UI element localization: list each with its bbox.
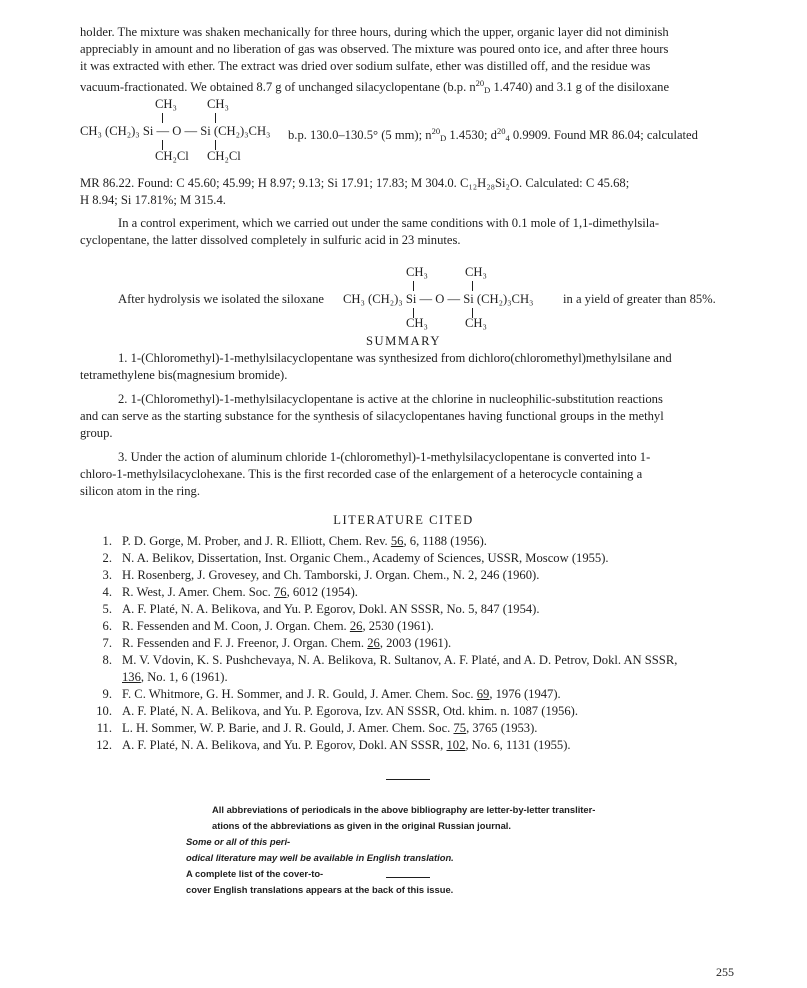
literature-heading: LITERATURE CITED xyxy=(333,513,474,527)
reference-number: 12. xyxy=(96,738,112,752)
reference-authors: N. A. Belikov, Dissertation, Inst. Organic Chem., Academy of Sciences, USSR, Moscow (1955). xyxy=(122,551,609,565)
reference-number: 5. xyxy=(102,602,112,616)
formula-tail-text: in a yield of greater than 85%. xyxy=(563,292,716,306)
reference-details: , 1976 (1947). xyxy=(489,687,561,701)
reference-details: , No. 1, 6 (1961). xyxy=(140,670,228,684)
reference-number: 2. xyxy=(102,551,112,565)
reference-text xyxy=(122,584,760,601)
note-text: A complete list of the cover-to- xyxy=(186,868,324,879)
reference-volume: 136 xyxy=(122,670,141,684)
reference-authors: R. Fessenden and F. J. Freenor, J. Organ. Chem. xyxy=(122,636,365,650)
subscript: D xyxy=(440,133,447,143)
text-line: H 8.94; Si 17.81%; M 315.4. xyxy=(80,193,226,207)
divider-rule xyxy=(386,877,430,878)
note-line: cover English translations appears at the back of this issue. xyxy=(186,884,454,895)
reference-authors: L. H. Sommer, W. P. Barie, and J. R. Gould, J. Amer. Chem. Soc. xyxy=(122,721,451,735)
reference-authors: P. D. Gorge, M. Prober, and J. R. Elliott, Chem. Rev. xyxy=(122,534,388,548)
ch3-group: CH₃ xyxy=(465,265,487,279)
reference-volume: 102 xyxy=(446,738,466,752)
n-symbol: n xyxy=(425,128,432,142)
siloxane-formula xyxy=(80,264,760,328)
disiloxane-formula xyxy=(80,96,760,163)
reference-text xyxy=(122,550,760,567)
reference-item xyxy=(80,737,760,754)
reference-details: , 3765 (1953). xyxy=(466,721,538,735)
reference-text xyxy=(122,601,760,618)
reference-text xyxy=(122,567,760,584)
text-line: group. xyxy=(80,426,113,440)
text-line-part: 1.4740) and 3.1 g of the disiloxane xyxy=(493,80,670,94)
reference-number: 9. xyxy=(102,687,112,701)
bond-line xyxy=(162,113,163,123)
summary-item xyxy=(80,449,730,500)
formula-lead-text: After hydrolysis we isolated the siloxane xyxy=(118,292,325,306)
page-number: 255 xyxy=(716,965,734,979)
paragraph-experimental xyxy=(80,24,730,99)
text-line: 1. 1-(Chloromethyl)-1-methylsilacyclopentane was synthesized from dichloro(chloromethyl)methylsilane and xyxy=(118,351,672,365)
reference-volume: 76 xyxy=(274,585,287,599)
subscript: D xyxy=(484,85,491,95)
reference-item xyxy=(80,601,760,618)
reference-text xyxy=(122,720,760,737)
superscript: 20 xyxy=(431,126,441,136)
reference-volume: 26 xyxy=(349,619,363,633)
siloxane-chain: CH₃ (CH₂)₃ Si — O — Si (CH₂)₃CH₃ xyxy=(343,292,534,306)
reference-details: , 6, 1188 (1956). xyxy=(403,534,487,548)
mr-found: Found MR 86.04; calculated xyxy=(553,128,698,142)
reference-details: , 2530 (1961). xyxy=(362,619,434,633)
summary-item xyxy=(80,391,730,442)
text-line: it was extracted with ether. The extract was dried over sodium sulfate, ether was distilled off, and the residue was xyxy=(80,59,651,73)
reference-text xyxy=(122,737,760,754)
note-text: ations of the abbreviations as given in the original Russian journal. xyxy=(212,820,512,831)
paragraph-control-experiment xyxy=(80,215,730,249)
translation-note xyxy=(186,802,638,898)
reference-number: 1. xyxy=(102,534,112,548)
reference-details: , 6012 (1954). xyxy=(286,585,358,599)
reference-item xyxy=(80,618,760,635)
n-symbol: n xyxy=(469,80,476,94)
text-line xyxy=(80,175,730,192)
reference-text xyxy=(122,635,760,652)
reference-authors: M. V. Vdovin, K. S. Pushchevaya, N. A. Belikova, R. Sultanov, A. F. Platé, and A. D. Petrov, Dokl. AN SSSR, xyxy=(122,653,678,667)
text-line: and can serve as the starting substance for the synthesis of silacyclopentanes having functional groups in the methyl xyxy=(80,409,664,423)
refractive-index-symbol xyxy=(469,80,490,94)
text-line: 2. 1-(Chloromethyl)-1-methylsilacyclopentane is active at the chlorine in nucleophilic-substitution reactions xyxy=(118,392,663,406)
reference-item xyxy=(80,669,760,686)
reference-item xyxy=(80,686,760,703)
reference-item xyxy=(80,584,760,601)
ch3-group: CH₃ xyxy=(406,265,428,279)
reference-list xyxy=(80,533,760,754)
reference-item xyxy=(80,703,760,720)
reference-authors: F. C. Whitmore, G. H. Sommer, and J. R. Gould, J. Amer. Chem. Soc. xyxy=(122,687,474,701)
reference-item xyxy=(80,567,760,584)
text-line-part: vacuum-fractionated. We obtained 8.7 g of unchanged silacyclopentane (b.p. xyxy=(80,80,467,94)
bond-line xyxy=(472,281,473,291)
ch3-group: CH₃ xyxy=(465,316,487,330)
reference-volume: 56 xyxy=(390,534,404,548)
reference-number xyxy=(80,669,122,686)
reference-number: 8. xyxy=(102,653,112,667)
reference-volume: 26 xyxy=(367,636,380,650)
density-value: 0.9909. xyxy=(512,128,551,142)
bond-line xyxy=(215,113,216,123)
reference-number: 6. xyxy=(102,619,112,633)
ch2cl-group: CH₂Cl xyxy=(155,149,189,163)
text-line: appreciably in amount and no liberation of gas was observed. The mixture was poured onto ice, and after three hours xyxy=(80,42,669,56)
text-line-part: Calculated: C 45.68; xyxy=(525,176,630,190)
summary-item xyxy=(80,350,730,384)
text-line: silicon atom in the ring. xyxy=(80,484,200,498)
reference-item xyxy=(80,550,760,567)
ch3-group: CH₃ xyxy=(207,97,229,111)
reference-text xyxy=(122,533,760,550)
text-line: tetramethylene bis(magnesium bromide). xyxy=(80,368,288,382)
superscript: 20 xyxy=(496,126,506,136)
reference-authors: R. West, J. Amer. Chem. Soc. xyxy=(122,585,271,599)
paragraph-analysis xyxy=(80,175,730,209)
text-line-part: MR 86.22. Found: C 45.60; 45.99; H 8.97; 9.13; Si 17.91; 17.83; M 304.0. xyxy=(80,176,457,190)
refractive-index-value: 1.4530; xyxy=(449,128,488,142)
reference-text xyxy=(122,669,760,686)
reference-item xyxy=(80,533,760,550)
superscript: 20 xyxy=(475,78,485,88)
reference-number: 10. xyxy=(96,704,112,718)
siloxane-chain: CH₃ (CH₂)₃ Si — O — Si (CH₂)₃CH₃ xyxy=(80,124,271,138)
reference-authors: H. Rosenberg, J. Grovesey, and Ch. Tamborski, J. Organ. Chem., N. 2, 246 (1960). xyxy=(122,568,540,582)
note-italic: odical literature may well be available in English translation. xyxy=(186,852,454,863)
reference-item xyxy=(80,635,760,652)
text-line: holder. The mixture was shaken mechanically for three hours, during which the upper, organic layer did not diminish xyxy=(80,25,669,39)
reference-number: 3. xyxy=(102,568,112,582)
reference-item xyxy=(80,720,760,737)
formula-properties xyxy=(288,123,698,147)
text-line: 3. Under the action of aluminum chloride 1-(chloromethyl)-1-methylsilacyclopentane is converted into 1- xyxy=(118,450,651,464)
reference-authors: A. F. Platé, N. A. Belikova, and Yu. P. Egorova, Izv. AN SSSR, Otd. khim. n. 1087 (1956). xyxy=(122,704,578,718)
text-line: cyclopentane, the latter dissolved completely in sulfuric acid in 23 minutes. xyxy=(80,233,461,247)
note-line xyxy=(186,818,638,850)
reference-number: 11. xyxy=(96,721,112,735)
d-symbol: d xyxy=(490,128,497,142)
reference-authors: R. Fessenden and M. Coon, J. Organ. Chem. xyxy=(122,619,347,633)
reference-number: 4. xyxy=(102,585,112,599)
reference-volume: 69 xyxy=(476,687,490,701)
reference-text xyxy=(122,618,760,635)
reference-item xyxy=(80,652,760,669)
ch3-group: CH₃ xyxy=(155,97,177,111)
note-italic: Some or all of this peri- xyxy=(186,836,291,847)
divider-rule xyxy=(386,779,430,780)
reference-volume: 75 xyxy=(453,721,467,735)
boiling-point: b.p. 130.0–130.5° (5 mm); xyxy=(288,128,423,142)
text-line: In a control experiment, which we carried out under the same conditions with 0.1 mole of 1,1-dimethylsila- xyxy=(118,216,660,230)
note-line: All abbreviations of periodicals in the above bibliography are letter-by-letter transliter- xyxy=(212,804,596,815)
reference-text xyxy=(122,652,760,669)
reference-text xyxy=(122,686,760,703)
reference-details: , 2003 (1961). xyxy=(379,636,452,650)
reference-text xyxy=(122,703,760,720)
text-line: chloro-1-methylsilacyclohexane. This is the first recorded case of the enlargement of a heterocycle containing a xyxy=(80,467,643,481)
molecular-formula: C₁₂H₂₈Si₂O. xyxy=(459,176,523,190)
summary-heading: SUMMARY xyxy=(366,334,441,348)
reference-number: 7. xyxy=(102,636,112,650)
reference-details: , No. 6, 1131 (1955). xyxy=(465,738,571,752)
ch2cl-group: CH₂Cl xyxy=(207,149,241,163)
reference-authors: A. F. Platé, N. A. Belikova, and Yu. P. Egorov, Dokl. AN SSSR, No. 5, 847 (1954). xyxy=(122,602,540,616)
bond-line xyxy=(413,281,414,291)
ch3-group: CH₃ xyxy=(406,316,428,330)
subscript: 4 xyxy=(505,133,510,143)
reference-authors: A. F. Platé, N. A. Belikova, and Yu. P. Egorov, Dokl. AN SSSR, xyxy=(122,738,444,752)
